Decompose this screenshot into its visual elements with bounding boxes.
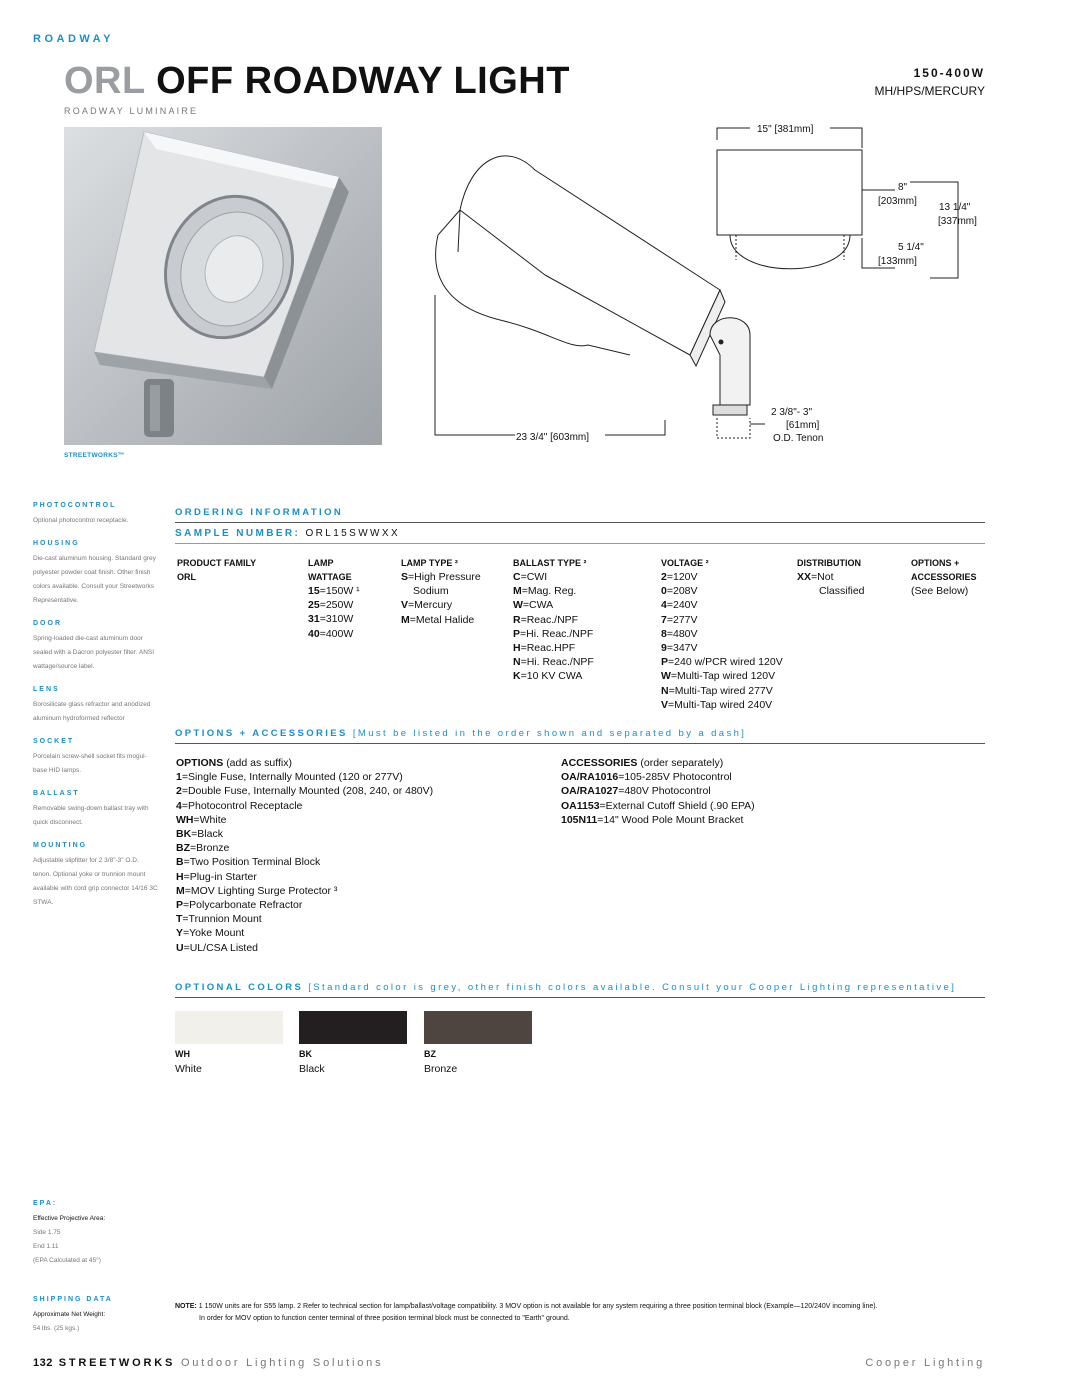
product-photo bbox=[64, 127, 382, 445]
footer-left bbox=[33, 1357, 383, 1369]
list-item bbox=[401, 584, 481, 598]
color-code-white: WH bbox=[175, 1049, 190, 1059]
item-description: =CWI bbox=[520, 571, 548, 583]
list-item bbox=[561, 813, 755, 827]
item-description: =10 KV CWA bbox=[520, 670, 583, 683]
item-description: =240V bbox=[666, 599, 698, 612]
list-item bbox=[661, 584, 783, 598]
spec-text-door: Spring-loaded die-cast aluminum door sealed with a Dacron polyester filter. ANSI wattage/source label. bbox=[33, 635, 155, 670]
list-item bbox=[661, 655, 783, 669]
item-description: =120V bbox=[666, 571, 698, 583]
item-code: 8 bbox=[661, 627, 667, 640]
list-item bbox=[176, 884, 433, 898]
list-item bbox=[401, 598, 481, 612]
ordering-rule bbox=[175, 522, 985, 523]
spec-text-ballast: Removable swing-down ballast tray with quick disconnect. bbox=[33, 805, 149, 826]
list-item bbox=[308, 598, 360, 612]
luminaire-photo-illustration bbox=[64, 127, 382, 445]
item-description: =Photocontrol Receptacle bbox=[181, 799, 303, 812]
list-item bbox=[513, 655, 594, 669]
item-description: Sodium bbox=[413, 585, 449, 598]
list-item bbox=[661, 613, 783, 627]
item-code: P bbox=[176, 899, 184, 912]
footer-tagline: Outdoor Lighting Solutions bbox=[180, 1357, 384, 1369]
options-heading bbox=[175, 728, 746, 739]
list-item bbox=[513, 627, 594, 641]
item-description: =Multi-Tap wired 120V bbox=[670, 670, 776, 683]
list-item bbox=[176, 813, 433, 827]
item-description: =Mercury bbox=[408, 599, 453, 612]
item-code: P bbox=[513, 627, 521, 640]
col-voltage bbox=[661, 556, 783, 712]
item-description: =Multi-Tap wired 240V bbox=[668, 698, 773, 711]
item-description: =Not bbox=[811, 571, 834, 583]
item-code: H bbox=[176, 870, 184, 883]
col-head: DISTRIBUTION bbox=[797, 558, 861, 568]
list-item bbox=[513, 669, 594, 683]
epa-line: (EPA Calculated at 45°) bbox=[33, 1257, 101, 1264]
options-heading-text: OPTIONS + ACCESSORIES bbox=[175, 728, 348, 739]
item-description: =240 w/PCR wired 120V bbox=[668, 656, 783, 669]
list-item bbox=[176, 941, 433, 955]
list-item bbox=[661, 641, 783, 655]
col-lamp-wattage bbox=[308, 556, 360, 641]
item-code: WH bbox=[176, 813, 194, 826]
options-rule bbox=[175, 743, 985, 744]
spec-heading-lens: LENS bbox=[33, 686, 60, 693]
item-description: =480V bbox=[666, 627, 698, 640]
list-item bbox=[561, 799, 755, 813]
list-item bbox=[513, 613, 594, 627]
item-description: =Polycarbonate Refractor bbox=[183, 899, 303, 912]
col-options bbox=[911, 556, 977, 598]
item-code: M bbox=[513, 585, 522, 598]
epa-heading: EPA: bbox=[33, 1200, 58, 1207]
epa-line: Side 1.75 bbox=[33, 1229, 61, 1236]
list-item bbox=[176, 926, 433, 940]
options-subhead: OPTIONS bbox=[176, 757, 224, 769]
list-item bbox=[176, 870, 433, 884]
dim-dome-height: 5 1/4" bbox=[898, 242, 924, 253]
item-code: 1 bbox=[176, 771, 182, 784]
item-description: =MOV Lighting Surge Protector ³ bbox=[184, 884, 338, 897]
list-item bbox=[513, 584, 594, 598]
spec-heading-ballast: BALLAST bbox=[33, 790, 80, 797]
item-code: 25 bbox=[308, 599, 320, 612]
list-item bbox=[176, 827, 433, 841]
list-item bbox=[176, 855, 433, 869]
sidebar-specs bbox=[33, 500, 158, 910]
item-code: 40 bbox=[308, 627, 320, 640]
item-code: OA/RA1016 bbox=[561, 771, 619, 784]
item-code: BZ bbox=[176, 842, 190, 855]
item-code: 15 bbox=[308, 585, 320, 597]
item-code: 0 bbox=[661, 585, 667, 598]
dim-total-height: 13 1/4" bbox=[939, 202, 971, 213]
streetworks-logo: STREETWORKS™ bbox=[64, 452, 125, 459]
item-code: 7 bbox=[661, 613, 667, 626]
item-description: =Hi. Reac./NPF bbox=[520, 627, 594, 640]
list-item bbox=[176, 841, 433, 855]
item-code: T bbox=[176, 913, 183, 926]
spec-text-socket: Porcelain screw-shell socket fits mogul-base HID lamps. bbox=[33, 753, 147, 774]
item-code: P bbox=[661, 656, 669, 669]
list-item bbox=[661, 669, 783, 683]
col-head: WATTAGE bbox=[308, 572, 352, 582]
item-code: Y bbox=[176, 927, 184, 940]
item-description: =High Pressure bbox=[408, 571, 481, 583]
dim-dome-height-mm: [133mm] bbox=[878, 256, 917, 267]
dim-tenon-mm: [61mm] bbox=[786, 420, 820, 431]
item-description: =105-285V Photocontrol bbox=[618, 771, 732, 784]
item-description: =Single Fuse, Internally Mounted (120 or 277V) bbox=[181, 771, 403, 784]
list-item bbox=[513, 598, 594, 612]
list-item bbox=[176, 770, 433, 784]
section-label: ROADWAY bbox=[33, 33, 114, 45]
list-item bbox=[561, 770, 755, 784]
list-item bbox=[308, 627, 360, 641]
spec-text-lens: Borosilicate glass refractor and anodized aluminum hydroformed reflector bbox=[33, 701, 151, 722]
item-description: =Plug-in Starter bbox=[183, 870, 257, 883]
item-code: W bbox=[513, 599, 523, 612]
shipping-line: 54 lbs. (25 kgs.) bbox=[33, 1325, 80, 1332]
col-lamp-type bbox=[401, 556, 481, 627]
list-item bbox=[797, 570, 865, 584]
item-code: H bbox=[513, 642, 521, 655]
footnote-text: 1 150W units are for S55 lamp. 2 Refer to technical section for lamp/ballast/voltage compatibility. 3 MOV option is not available for any system requiring a three position terminal block (Example—120/240V incoming line). bbox=[198, 1303, 878, 1310]
page-title bbox=[64, 62, 570, 100]
item-code: OA1153 bbox=[561, 799, 600, 812]
accessories-subhead: ACCESSORIES bbox=[561, 757, 638, 769]
colors-heading bbox=[175, 982, 956, 993]
col-head: LAMP bbox=[308, 558, 334, 568]
options-note: (See Below) bbox=[911, 585, 969, 597]
spec-text-housing: Die-cast aluminum housing. Standard grey polyester powder coat finish. Other finish colors available. Consult your Streetworks Representative. bbox=[33, 555, 156, 604]
list-item bbox=[513, 641, 594, 655]
item-description: =Yoke Mount bbox=[183, 927, 245, 940]
color-name-white: White bbox=[175, 1063, 202, 1075]
col-head: BALLAST TYPE ² bbox=[513, 558, 587, 568]
page-subtitle: ROADWAY LUMINAIRE bbox=[64, 106, 199, 116]
sample-label: SAMPLE NUMBER: bbox=[175, 528, 301, 539]
title-product: OFF ROADWAY LIGHT bbox=[156, 60, 570, 102]
lamp-types: MH/HPS/MERCURY bbox=[874, 84, 985, 98]
item-description: =277V bbox=[666, 613, 698, 626]
item-code: M bbox=[401, 613, 410, 626]
dimension-drawing bbox=[420, 120, 1000, 460]
footnote-text-2: In order for MOV option to function center terminal of three position terminal block must be connected to "Earth" ground. bbox=[199, 1315, 570, 1322]
list-item bbox=[308, 584, 360, 598]
item-description: =Reac.HPF bbox=[520, 642, 576, 655]
item-code: BK bbox=[176, 828, 192, 841]
dim-height-8-mm: [203mm] bbox=[878, 196, 917, 207]
item-code: U bbox=[176, 941, 184, 954]
item-description: =Trunnion Mount bbox=[182, 913, 262, 926]
colors-rule bbox=[175, 997, 985, 998]
list-item bbox=[176, 898, 433, 912]
item-code: 31 bbox=[308, 613, 320, 626]
item-description: =250W bbox=[319, 599, 354, 612]
options-list bbox=[176, 756, 433, 955]
list-item bbox=[661, 684, 783, 698]
color-name-bronze: Bronze bbox=[424, 1063, 458, 1075]
colors-heading-text: OPTIONAL COLORS bbox=[175, 982, 304, 993]
col-distribution bbox=[797, 556, 865, 598]
spec-heading-photocontrol: PHOTOCONTROL bbox=[33, 502, 117, 509]
item-code: V bbox=[401, 599, 409, 612]
list-item bbox=[308, 612, 360, 626]
color-swatch-bronze bbox=[424, 1011, 532, 1044]
options-heading-note: [Must be listed in the order shown and separated by a dash] bbox=[352, 728, 747, 739]
item-description: =Metal Halide bbox=[409, 613, 475, 626]
color-code-black: BK bbox=[299, 1049, 312, 1059]
list-item bbox=[661, 570, 783, 584]
sample-number bbox=[175, 528, 400, 539]
footnote bbox=[175, 1301, 985, 1325]
col-head: VOLTAGE ² bbox=[661, 558, 709, 568]
spec-heading-mounting: MOUNTING bbox=[33, 842, 88, 849]
color-swatch-white bbox=[175, 1011, 283, 1044]
item-code: V bbox=[661, 698, 669, 711]
item-description: =Multi-Tap wired 277V bbox=[668, 684, 773, 697]
item-description: =400W bbox=[319, 627, 354, 640]
list-item bbox=[661, 698, 783, 712]
item-code: XX bbox=[797, 571, 812, 583]
item-description: =CWA bbox=[522, 599, 554, 612]
epa-block bbox=[33, 1188, 158, 1268]
color-code-bronze: BZ bbox=[424, 1049, 436, 1059]
spec-heading-housing: HOUSING bbox=[33, 540, 80, 547]
epa-line: Effective Projective Area: bbox=[33, 1215, 106, 1222]
item-description: =Mag. Reg. bbox=[521, 585, 577, 598]
footnote-label: NOTE: bbox=[175, 1303, 197, 1310]
footer-brand: STREETWORKS bbox=[58, 1357, 176, 1369]
item-code: B bbox=[176, 856, 184, 869]
accessories-list bbox=[561, 756, 755, 827]
item-code: N bbox=[513, 656, 521, 669]
color-swatch-black bbox=[299, 1011, 407, 1044]
shipping-heading: SHIPPING DATA bbox=[33, 1296, 113, 1303]
item-code: OA/RA1027 bbox=[561, 785, 619, 798]
list-item bbox=[797, 584, 865, 598]
spec-heading-door: DOOR bbox=[33, 620, 62, 627]
spec-heading-socket: SOCKET bbox=[33, 738, 75, 745]
colors-heading-note: [Standard color is grey, other finish colors available. Consult your Cooper Lighting representative] bbox=[308, 982, 957, 993]
item-code: 4 bbox=[176, 799, 182, 812]
item-code: C bbox=[513, 571, 521, 583]
item-code: S bbox=[401, 571, 409, 583]
shipping-line: Approximate Net Weight: bbox=[33, 1311, 106, 1318]
dim-length: 23 3/4" [603mm] bbox=[516, 432, 590, 443]
col-product-family bbox=[177, 556, 256, 584]
item-code: 4 bbox=[661, 599, 667, 612]
footer-company: Cooper Lighting bbox=[865, 1357, 985, 1369]
list-item bbox=[661, 627, 783, 641]
col-head: LAMP TYPE ² bbox=[401, 558, 458, 568]
item-code: W bbox=[661, 670, 671, 683]
item-code: M bbox=[176, 884, 185, 897]
item-code: K bbox=[513, 670, 521, 683]
item-description: =Reac./NPF bbox=[520, 613, 579, 626]
color-name-black: Black bbox=[299, 1063, 325, 1075]
shipping-block bbox=[33, 1284, 158, 1336]
item-description: =Bronze bbox=[190, 842, 230, 855]
accessories-subhead-note: (order separately) bbox=[640, 757, 724, 769]
ordering-heading: ORDERING INFORMATION bbox=[175, 507, 344, 518]
sample-value: ORL15SWWXX bbox=[305, 528, 401, 539]
wattage-range: 150-400W bbox=[913, 66, 985, 80]
col-head: OPTIONS + bbox=[911, 558, 960, 568]
item-code: R bbox=[513, 613, 521, 626]
item-description: =UL/CSA Listed bbox=[183, 941, 259, 954]
item-code: 2 bbox=[661, 571, 667, 583]
item-code: 2 bbox=[176, 785, 182, 798]
list-item bbox=[661, 598, 783, 612]
page-number: 132 bbox=[33, 1357, 53, 1369]
dim-top-width: 15" [381mm] bbox=[757, 124, 814, 135]
item-code: 105N11 bbox=[561, 813, 598, 826]
dim-total-height-mm: [337mm] bbox=[938, 216, 977, 227]
item-description: =14" Wood Pole Mount Bracket bbox=[597, 813, 744, 826]
sample-rule bbox=[175, 543, 985, 544]
item-description: =480V Photocontrol bbox=[618, 785, 711, 798]
item-description: =External Cutoff Shield (.90 EPA) bbox=[599, 799, 755, 812]
item-description: =Double Fuse, Internally Mounted (208, 240, or 480V) bbox=[181, 785, 434, 798]
item-description: =208V bbox=[666, 585, 698, 598]
spec-text-mounting: Adjustable slipfitter for 2 3/8"-3" O.D. tenon. Optional yoke or trunnion mount available with cord grip connector 14/16 3C STWA. bbox=[33, 857, 158, 906]
list-item bbox=[561, 784, 755, 798]
title-model: ORL bbox=[64, 60, 146, 102]
item-description: =Black bbox=[191, 828, 223, 841]
list-item bbox=[176, 912, 433, 926]
item-description: Classified bbox=[819, 585, 865, 598]
list-item bbox=[176, 799, 433, 813]
item-description: =Hi. Reac./NPF bbox=[520, 656, 594, 669]
spec-text-photocontrol: Optional photocontrol receptacle. bbox=[33, 517, 129, 524]
list-item bbox=[176, 784, 433, 798]
list-item bbox=[401, 570, 481, 584]
dim-tenon-size: 2 3/8"- 3" bbox=[771, 407, 813, 418]
col-head: ACCESSORIES bbox=[911, 572, 977, 582]
dim-height-8: 8" bbox=[898, 182, 908, 193]
product-code: ORL bbox=[177, 572, 196, 582]
item-description: =310W bbox=[319, 613, 354, 626]
col-ballast-type bbox=[513, 556, 594, 684]
item-description: =Two Position Terminal Block bbox=[183, 856, 321, 869]
item-code: N bbox=[661, 684, 669, 697]
item-description: =347V bbox=[666, 642, 698, 655]
item-description: =White bbox=[193, 813, 227, 826]
list-item bbox=[401, 613, 481, 627]
item-description: =150W ¹ bbox=[319, 585, 360, 597]
options-subhead-note: (add as suffix) bbox=[226, 757, 292, 769]
epa-line: End 1.11 bbox=[33, 1243, 59, 1250]
list-item bbox=[513, 570, 594, 584]
dim-tenon-label: O.D. Tenon bbox=[773, 433, 824, 444]
col-head: PRODUCT FAMILY bbox=[177, 558, 257, 568]
item-code: 9 bbox=[661, 642, 667, 655]
